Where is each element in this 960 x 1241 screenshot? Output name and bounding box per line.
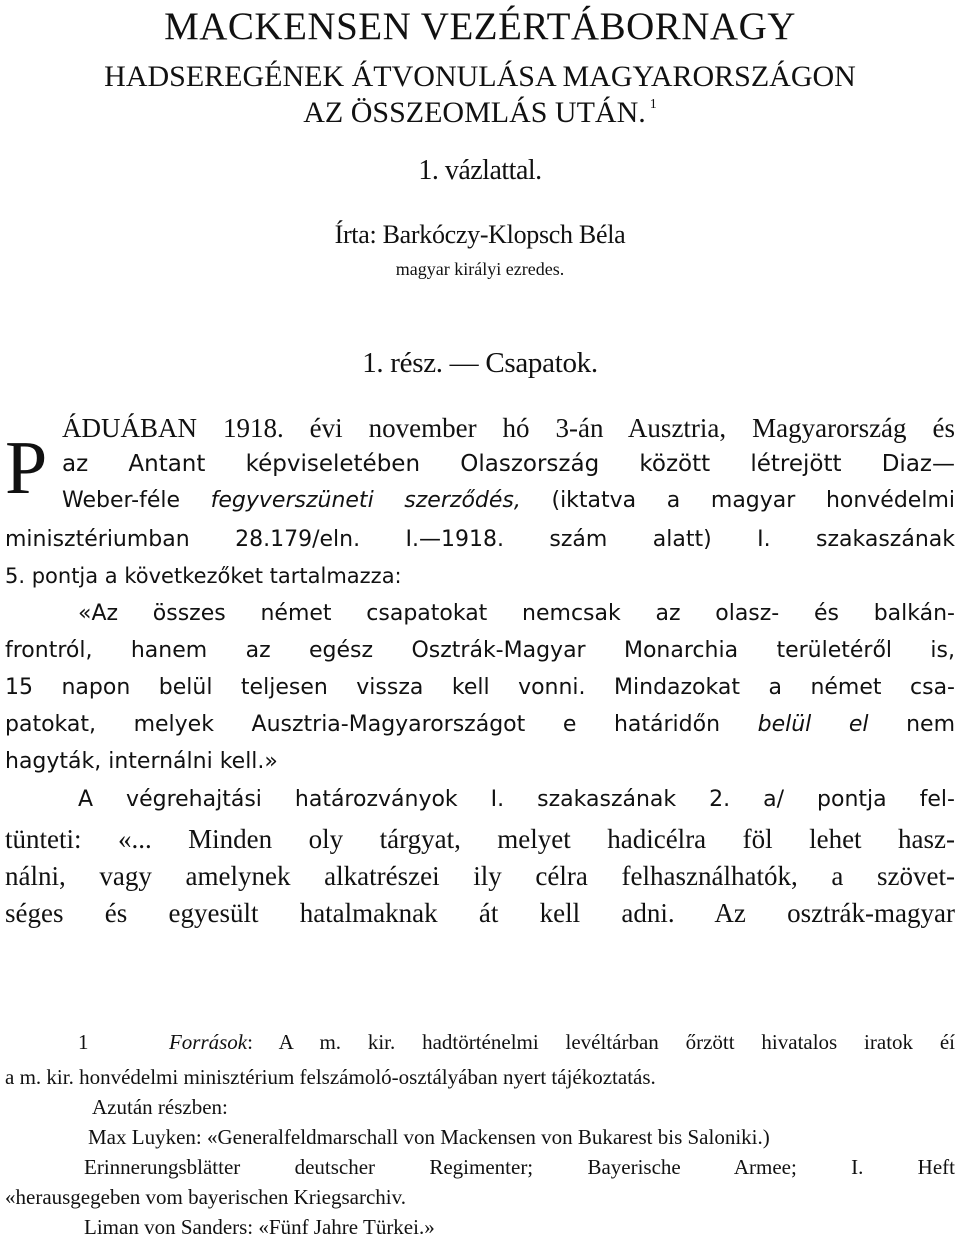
subtitle-line2-text: AZ ÖSSZEOMLÁS UTÁN. [303,96,646,129]
footnote-line: Max Luyken: «Generalfeldmarschall von Mackensen von Bukarest bis Saloniki.) [88,1125,770,1149]
italic-term: fegyverszüneti szerződés, [210,488,521,513]
body-line: séges és egyesült hatalmaknak át kell adni. Az osztrák-magyar [5,898,955,928]
body-line: «Az összes német csapatokat nemcsak az olasz- és balkán- [78,601,955,626]
footnote-line: Erinnerungsblätter deutscher Regimenter; Bayerische Armee; I. Heft [84,1155,955,1179]
body-line: ÁDUÁBAN 1918. évi november hó 3-án Ausztria, Magyarország és [62,413,955,443]
body-line-text: (iktatva a magyar honvédelmi [520,488,955,513]
italic-term: belül el [757,712,869,737]
body-line: nálni, vagy amelynek alkatrészei ily célra felhasználhatók, a szövet- [5,861,955,891]
footnote-line: «herausgegeben vom bayerischen Kriegsarchiv. [5,1185,406,1209]
body-line: az Antant képviseletében Olaszország között létrejött Diaz— [62,451,955,477]
author-rank: magyar királyi ezredes. [395,259,565,279]
body-line: 5. pontja a következőket tartalmazza: [5,564,402,588]
footnote-marker: 1 [78,1030,89,1054]
footnote-source-label: Források [168,1030,248,1054]
body-line: A végrehajtási határozványok I. szakaszának 2. a/ pontja fel- [78,787,955,812]
footnote-line: Azután részben: [92,1095,228,1119]
body-line: tünteti: «... Minden oly tárgyat, melyet hadicélra föl lehet hasz- [5,824,955,854]
body-line [62,488,955,513]
map-note: 1. vázlattal. [418,155,542,186]
body-line: minisztériumban 28.179/eln. I.—1918. szám alatt) I. szakaszának [5,527,955,552]
body-line-text: Weber-féle [62,488,211,513]
footnote-text: : A m. kir. hadtörténelmi levéltárban őrzött hivatalos iratok éí [247,1030,955,1054]
body-line [5,712,955,737]
article-subtitle-line2 [0,96,960,130]
body-line-text: patokat, melyek Ausztria-Magyarországot e határidőn [5,712,758,737]
article-subtitle-line1: HADSEREGÉNEK ÁTVONULÁSA MAGYARORSZÁGON [104,60,856,93]
footnote-reference[interactable]: 1 [649,97,657,112]
body-line: 15 napon belül teljesen vissza kell vonni. Mindazokat a német csa- [5,675,955,700]
footnote-line: a m. kir. honvédelmi minisztérium felszámoló-osztályában nyert tájékoztatás. [5,1065,656,1089]
body-line: hagyták, internálni kell.» [5,749,278,774]
author-line: Írta: Barkóczy-Klopsch Béla [334,220,626,249]
drop-cap: P [5,426,48,510]
footnote-line [78,1030,955,1055]
body-line: frontról, hanem az egész Osztrák-Magyar Monarchia területéről is, [5,638,955,663]
article-title: MACKENSEN VEZÉRTÁBORNAGY [164,5,796,48]
body-line-text: nem [868,712,956,737]
footnote-line: Liman von Sanders: «Fünf Jahre Türkei.» [84,1215,435,1239]
part-heading: 1. rész. — Csapatok. [362,347,598,379]
